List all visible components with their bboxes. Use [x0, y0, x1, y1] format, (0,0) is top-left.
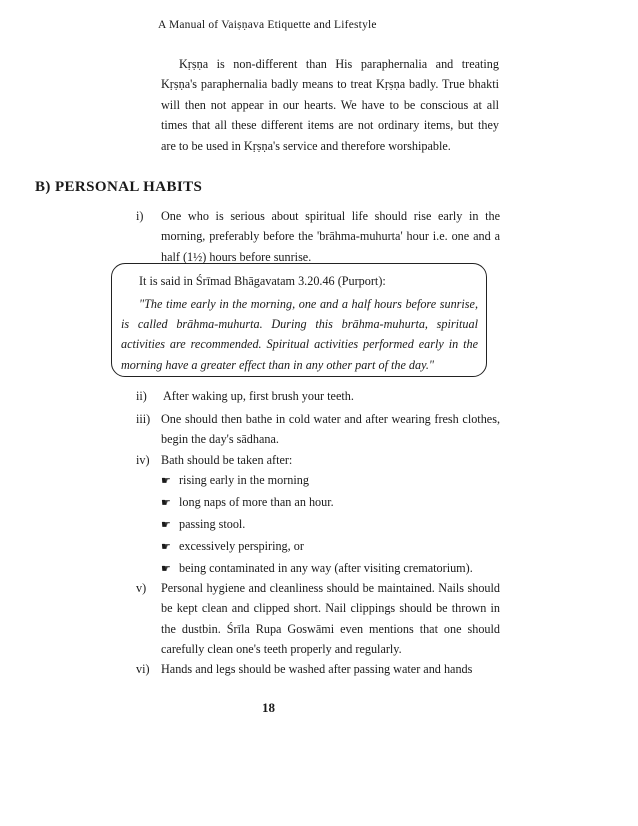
bullet-item	[161, 536, 500, 558]
pointing-hand-icon: ☛	[161, 561, 171, 575]
item-number: ii)	[136, 389, 147, 403]
list-item-6	[136, 659, 500, 679]
list-item-2	[136, 386, 500, 406]
list-item-5	[136, 578, 500, 660]
page-number: 18	[262, 700, 275, 715]
item-number: i)	[136, 209, 144, 223]
item-text: Bath should be taken after:	[161, 453, 293, 467]
bullet-item	[161, 492, 500, 514]
bullet-item	[161, 558, 500, 580]
pointing-hand-icon: ☛	[161, 539, 171, 553]
pointing-hand-icon: ☛	[161, 474, 171, 488]
pointing-hand-icon: ☛	[161, 518, 171, 531]
item-number: iv)	[136, 453, 150, 467]
bullet-text: passing stool.	[179, 517, 246, 531]
bullet-text: being contaminated in any way (after visiting crematorium).	[179, 560, 473, 575]
item-text: Personal hygiene and cleanliness should be maintained. Nails should be kept clean and clipped short. Nail clippings should be thrown in the dustbin. Śrīla Rupa Goswāmi even mentions that one should carefully clean one's teeth properly and regularly.	[161, 581, 500, 657]
pointing-hand-icon: ☛	[161, 496, 171, 510]
item-number: iii)	[136, 412, 151, 426]
item-number: vi)	[136, 662, 150, 676]
item-number: v)	[136, 581, 147, 595]
list-item-4	[136, 450, 500, 579]
quote-source: It is said in Śrīmad Bhāgavatam 3.20.46 (Purport):	[139, 274, 386, 288]
quote-text: "The time early in the morning, one and a half hours before sunrise, is called brāhma-muhurta. During this brāhma-muhurta, spiritual activities are recommended. Spiritual activities performed early in the morning have a greater effect than in any other part of the day."	[121, 297, 478, 372]
bullet-item	[161, 514, 500, 536]
item-text: Hands and legs should be washed after passing water and hands	[161, 662, 473, 676]
item-text: After waking up, first brush your teeth.	[163, 389, 354, 403]
bullet-item	[161, 470, 500, 492]
running-header: A Manual of Vaiṣṇava Etiquette and Lifestyle	[158, 19, 377, 31]
intro-paragraph: Kṛṣṇa is non-different than His paraphernalia and treating Kṛṣṇa's paraphernalia badly means to treat Kṛṣṇa badly. True bhakti will then not appear in our hearts. We have to be conscious at all times that all these different items are not ordinary items, but they are to be used in Kṛṣṇa's service and therefore worshipable.	[161, 57, 499, 153]
bullet-text: rising early in the morning	[179, 473, 309, 488]
item-text: One who is serious about spiritual life should rise early in the morning, preferably before the 'brāhma-muhurta' hour i.e. one and a half (1½) hours before sunrise.	[161, 209, 500, 264]
bullet-list	[161, 470, 500, 579]
item-text: One should then bathe in cold water and after wearing fresh clothes, begin the day's sādhana.	[161, 412, 500, 447]
section-heading: B) PERSONAL HABITS	[35, 179, 203, 195]
list-item-1	[136, 206, 500, 267]
bullet-text: excessively perspiring, or	[179, 538, 304, 553]
list-item-3	[136, 409, 500, 450]
bullet-text: long naps of more than an hour.	[179, 495, 334, 510]
